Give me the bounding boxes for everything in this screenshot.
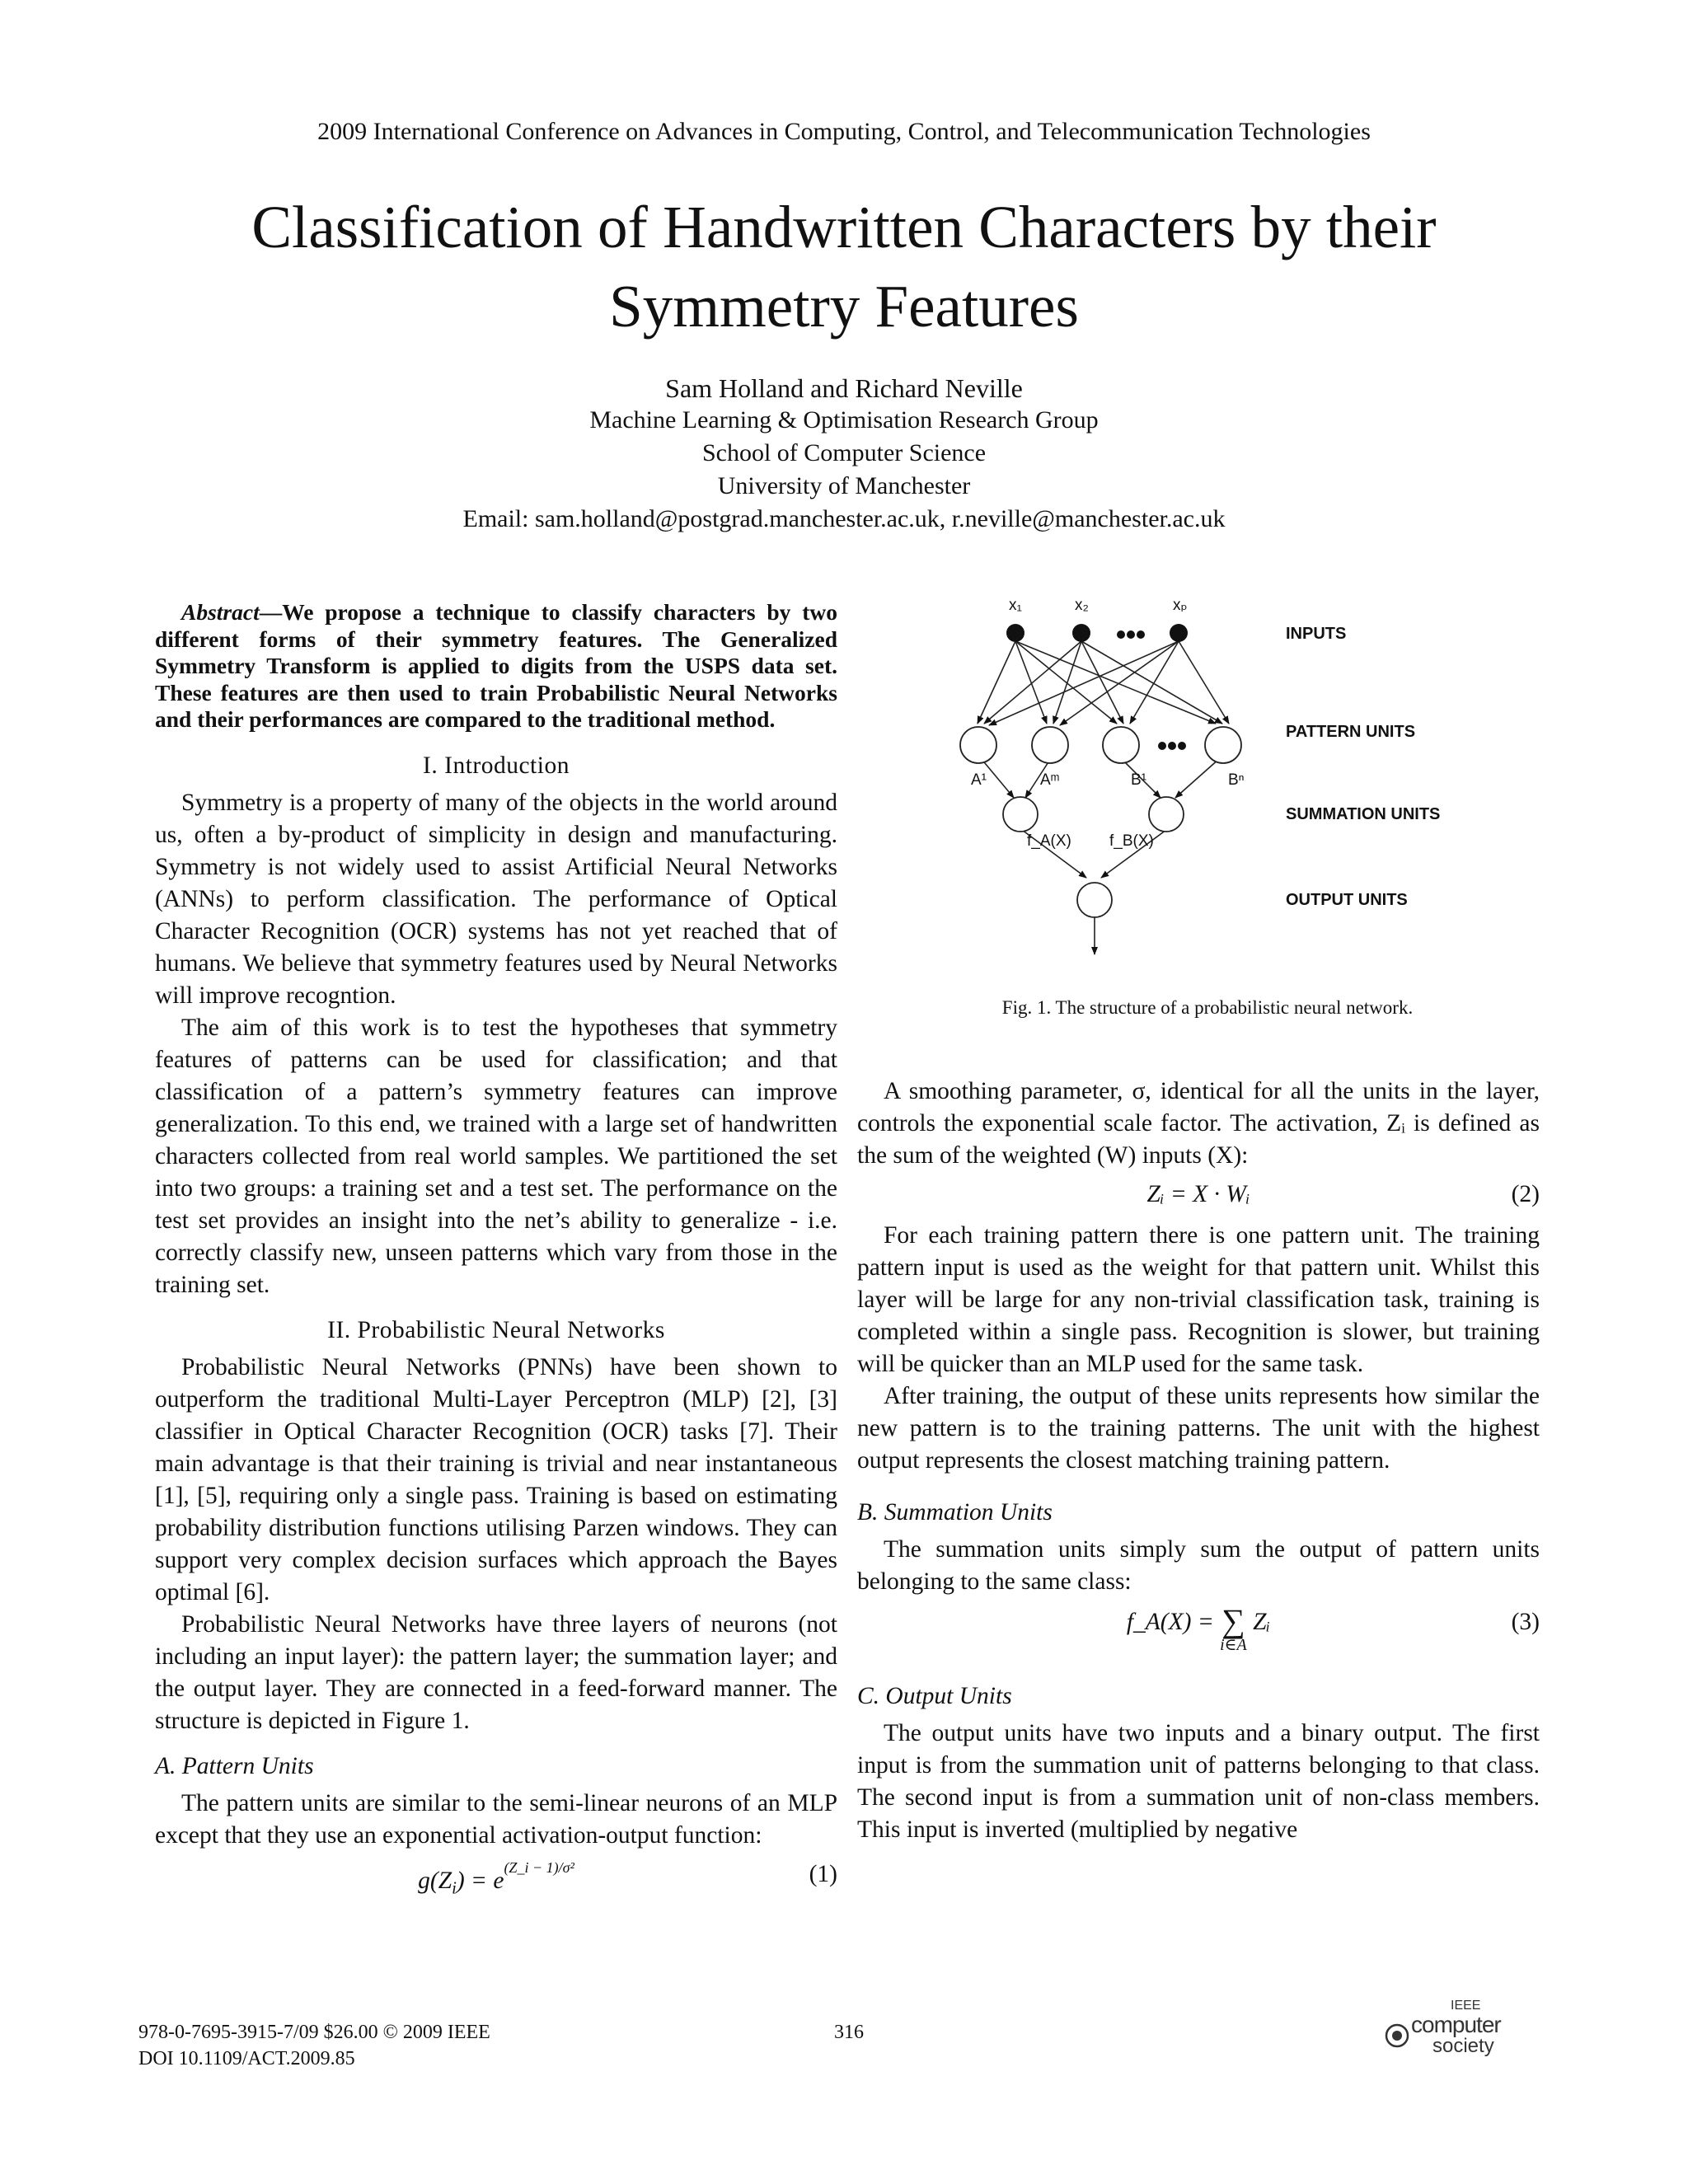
title-line-2: Symmetry Features <box>609 273 1079 340</box>
right-paragraph-2: For each training pattern there is one pattern unit. The training pattern input is used as the weight for that pattern unit. Whilst this layer will be large for any non-trivial classification task, training is completed within a single pass. Recognition is slower, but training will be quicker than an MLP used for the same task. <box>857 1222 1540 1377</box>
label-bn: Bⁿ <box>1228 771 1245 789</box>
eq1-exponent: (Z_i − 1)/σ² <box>504 1858 574 1876</box>
affiliation-school: School of Computer Science <box>701 439 987 466</box>
equation-2-formula: Zᵢ = X · Wᵢ <box>1146 1181 1250 1207</box>
logo-computer: computer <box>1411 2012 1501 2037</box>
abstract-label: Abstract <box>181 599 260 625</box>
label-am: Aᵐ <box>1040 771 1060 789</box>
input-node-x1 <box>1006 624 1025 642</box>
page-number: 316 <box>834 2022 864 2043</box>
footer-isbn: 978-0-7695-3915-7/09 $26.00 © 2009 IEEE <box>138 2022 490 2043</box>
eq3-under: i∈A <box>1220 1636 1247 1654</box>
input-node-x2 <box>1072 624 1090 642</box>
footer-doi: DOI 10.1109/ACT.2009.85 <box>138 2048 355 2069</box>
equation-2 <box>857 1172 1540 1220</box>
abstract <box>155 599 837 733</box>
conference-name: 2009 International Conference on Advances in Computing, Control, and Telecommunication Technologies <box>317 118 1371 145</box>
label-xp: xₚ <box>1173 597 1188 614</box>
eq3-sum-block <box>1220 1602 1247 1654</box>
equation-2-number: (2) <box>1511 1181 1540 1207</box>
summation-units-paragraph: The summation units simply sum the output of pattern units belonging to the same class: <box>857 1536 1540 1595</box>
abstract-text: —We propose a technique to classify characters by two different forms of their symmetry features. The Generalized Symmetry Transform is applied to digits from the USPS data set. These features are then used to train Probabilistic Neural Networks and their performances are compared to the traditional method. <box>155 599 837 732</box>
output-units-paragraph: The output units have two inputs and a binary output. The first input is from the summation unit of patterns belonging to that class. The second input is from a summation unit of non-class members. This input is inverted (multiplied by negative <box>857 1720 1540 1843</box>
input-node-xp <box>1170 624 1188 642</box>
affiliation-university: University of Manchester <box>717 472 971 499</box>
intro-paragraph-1: Symmetry is a property of many of the objects in the world around us, often a by-product of simplicity in design and manufacturing. Symmetry is not widely used to assist Artificial Neural Networks (ANNs) to perform classification. The performance of Optical Character Recognition (OCR) systems has not yet reached that of humans. We believe that symmetry features used by Neural Networks will improve recogntion. <box>155 789 837 1009</box>
right-paragraph-1: A smoothing parameter, σ, identical for all the units in the layer, controls the exponential scale factor. The activation, Zᵢ is defined as the sum of the weighted (W) inputs (X): <box>857 1078 1540 1169</box>
footer-publication-info <box>138 2019 490 2072</box>
label-fa: f_A(X) <box>1027 832 1071 850</box>
title-line-1: Classification of Handwritten Characters by their <box>251 194 1437 260</box>
label-x1: x₁ <box>1009 597 1022 614</box>
section-heading-pnn: II. Probabilistic Neural Networks <box>327 1316 665 1343</box>
pattern-ellipsis <box>1158 742 1186 750</box>
equation-1-formula <box>155 1858 837 1905</box>
label-a1: A¹ <box>971 771 987 789</box>
pattern-units-paragraph: The pattern units are similar to the semi-linear neurons of an MLP except that they use an exponential activation-output function: <box>155 1789 837 1849</box>
equation-3 <box>857 1598 1540 1667</box>
ieee-computer-society-logo <box>1385 1999 1533 2066</box>
right-column <box>857 1076 1540 1846</box>
eq1-sub: i <box>452 1879 457 1898</box>
logo-ieee: IEEE <box>1451 1999 1481 2013</box>
author-emails: Email: sam.holland@postgrad.manchester.ac.uk, r.neville@manchester.ac.uk <box>462 505 1226 532</box>
equation-1-number: (1) <box>809 1860 837 1887</box>
label-fb: f_B(X) <box>1109 832 1154 850</box>
authors: Sam Holland and Richard Neville <box>665 373 1023 403</box>
pnn-paragraph-1: Probabilistic Neural Networks (PNNs) have been shown to outperform the traditional Multi-Layer Perceptron (MLP) [2], [3] classifier in Optical Character Recognition (OCR) tasks [7]. Their main advantage is that their training is trivial and near instantaneous [1], [5], requiring only a single pass. Training is based on estimating probability distribution functions utilising Parzen windows. They can support very complex decision surfaces which approach the Bayes optimal [6]. <box>155 1353 837 1605</box>
figure-caption: Fig. 1. The structure of a probabilistic neural network. <box>1001 997 1414 1018</box>
eq3-lhs: f_A(X) = <box>1126 1609 1221 1635</box>
section-heading-introduction: I. Introduction <box>423 752 570 779</box>
label-b1: B¹ <box>1131 771 1146 789</box>
logo-society: society <box>1432 2035 1494 2057</box>
subsection-pattern-units: A. Pattern Units <box>155 1752 314 1779</box>
layer-label-summation: SUMMATION UNITS <box>1286 805 1441 823</box>
right-paragraph-3: After training, the output of these units represents how similar the new pattern is to the training patterns. The unit with the highest output represents the closest matching training pattern. <box>857 1383 1540 1474</box>
layer-label-inputs: INPUTS <box>1286 625 1347 643</box>
pattern-units <box>960 727 1241 763</box>
paper-title <box>0 188 1688 346</box>
affiliation-group: Machine Learning & Optimisation Research Group <box>589 406 1099 434</box>
eq1-lhs: g(Z <box>418 1867 452 1894</box>
equation-3-formula <box>857 1602 1540 1654</box>
layer-label-pattern: PATTERN UNITS <box>1286 723 1416 741</box>
pnn-paragraph-2: Probabilistic Neural Networks have three layers of neurons (not including an input layer): the pattern layer; the summation layer; and the output layer. They are connected in a feed-forward manner. The structure is depicted in Figure 1. <box>155 1610 837 1734</box>
equation-1 <box>155 1852 837 1900</box>
input-ellipsis <box>1117 630 1145 639</box>
ieee-logo-icon <box>1385 2023 1409 2048</box>
eq3-sum: ∑ <box>1221 1602 1245 1639</box>
output-unit <box>1077 883 1112 917</box>
left-column <box>155 599 837 1900</box>
eq1-mid: ) = e <box>456 1867 504 1894</box>
subsection-output-units: C. Output Units <box>857 1683 1012 1709</box>
pnn-structure-figure <box>915 593 1558 972</box>
subsection-summation-units: B. Summation Units <box>857 1499 1053 1526</box>
equation-3-number: (3) <box>1511 1609 1540 1635</box>
eq3-rhs: Zᵢ <box>1253 1609 1271 1635</box>
layer-label-output: OUTPUT UNITS <box>1286 891 1408 909</box>
label-x2: x₂ <box>1075 597 1089 614</box>
intro-paragraph-2: The aim of this work is to test the hypotheses that symmetry features of patterns can be used for classification; and that classification of a pattern’s symmetry features can improve generalization. To this end, we trained with a large set of handwritten characters collected from real world samples. We partitioned the set into two groups: a training set and a test set. The performance on the test set provides an insight into the net’s ability to generalize - i.e. correctly classify new, unseen patterns which vary from those in the training set. <box>155 1014 837 1298</box>
summation-units <box>1003 797 1184 832</box>
